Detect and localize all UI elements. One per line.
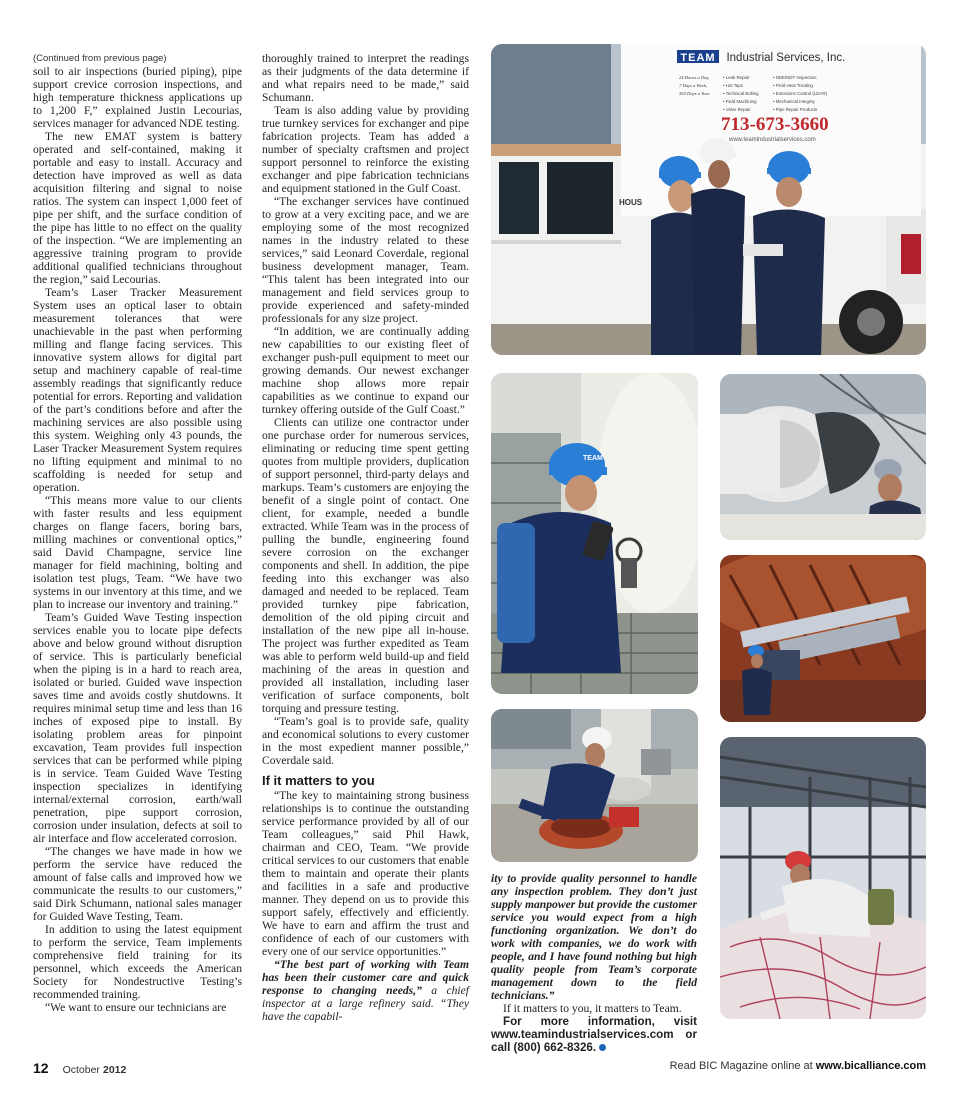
paragraph: Team’s Laser Tracker Measurement System uses an optical laser to obtain measurement tolerances that were unachievable in the past when performing milling and flange facing services. This innovative system allows for digital part setup and machinery capable of real-time assembly readings that significantly reduce potential for errors. Reporting and validation of the part’s conditions before and after the machining services are also possible using this system. Weighing only 43 pounds, the Laser Tracker Measurement System requires no lifting equipment and minimal to no scaffolding is needed for setup and operation.: [33, 286, 242, 494]
team-logo: TEAM: [680, 52, 716, 64]
truck-company-name: Industrial Services, Inc.: [726, 52, 846, 64]
workers-figures: [491, 44, 926, 355]
page-footer-right: [670, 1060, 926, 1072]
contact-info: [491, 1015, 697, 1054]
site-link[interactable]: www.bicalliance.com: [815, 1060, 926, 1072]
paragraph: “This means more value to our clients with faster results and less equipment charges on flange facers, boring bars, milling machines or conventional optics,” said David Champagne, service line manager for field machining, bolting and isolation test plugs, Team. “We have two systems in our inventory at this time, and we plan to increase our inventory and training.”: [33, 494, 242, 611]
sign-line: • NDE/NDT Inspection: [773, 75, 817, 80]
article-column-1: [33, 52, 242, 1014]
truck-website: www.teamindustrialservices.com: [729, 137, 816, 143]
paragraph: “We want to ensure our technicians are: [45, 1001, 227, 1014]
page-number: 12: [33, 1060, 49, 1076]
photo-truck-workers: [491, 44, 926, 355]
hard-hat-logo: TEAM: [583, 455, 603, 462]
photo-pipe-insulation-worker: [720, 374, 926, 540]
sign-line: • Valve Repair: [723, 107, 751, 112]
truck-phone: 713-673-3660: [721, 114, 829, 135]
continued-note: (Continued from previous page): [33, 53, 167, 64]
paragraph: The new EMAT system is battery operated and self-contained, making it portable and easy to install. Accuracy and detection have improved as well as data acquisition filtering and signal to noise ratios. The system can inspect 1,000 feet of pipe per shift, and the surface condition of the pipe has little to no effect on the quality of the inspection. “We are implementing an aggressive training program to provide additional qualified technicians throughout the region,” said Lecourias.: [33, 130, 242, 286]
page-footer-left: [33, 1060, 126, 1076]
photo-vessel-machining: [720, 555, 926, 722]
sign-line: • Field Machining: [723, 99, 757, 104]
article-column-3: [491, 872, 697, 1054]
photo-scaffold-worker: [720, 737, 926, 1019]
sign-line: • Mechanical Integrity: [773, 99, 815, 104]
paragraph: Team is also adding value by providing true turnkey services for exchanger and pipe fabrication projects. Team has added a number of specialty craftsmen and project support personnel to reinforce the existing exchanger and pipe fabrication technicians and equipment stationed in the Gulf Coast.: [262, 104, 469, 195]
read-online-text: Read BIC Magazine online at: [669, 1060, 813, 1072]
paragraph: “The changes we have made in how we perform the service have reduced the amount of false calls and improved how we communicate the results to our customers,” said Dirk Schumann, national sales manager for Guided Wave Testing, Team.: [33, 845, 242, 923]
paragraph: thoroughly trained to interpret the readings as their judgments of the data determine if and what repairs need to be made,” said Schumann.: [262, 52, 469, 104]
paragraph: In addition to using the latest equipment to perform the service, Team implements comprehensive field training for its personnel, which exceeds the American Society for Nondestructive Testing’s recommended training.: [33, 923, 242, 1001]
article-column-2: [262, 52, 469, 1023]
paragraph: “In addition, we are continually adding new capabilities to our existing fleet of exchanger push-pull equipment to meet our growing demands. Our newest exchanger machine shop allows more repair capabilities as we continue to expand our turnkey offering outside of the Gulf Coast.”: [262, 325, 469, 416]
paragraph: soil to air inspections (buried piping), pipe support crevice corrosion inspections, and high temperature thickness applications up to 1,200 F,” explained Justin Lecourias, services manager for advanced NDE testing.: [33, 65, 242, 130]
truck-door-text: HOUS: [619, 198, 643, 207]
sign-line: • Leak Repair: [723, 75, 750, 80]
pull-quote-continued: ity to provide quality personnel to handle any inspection problem. They don’t just supply manpower but provide the customer service you would expect from a high functioning organization. We don’t do work with companies, we do work with people, and I have found nothing but high quality people from Team’s corporate management down to the field technicians.”: [491, 872, 697, 1002]
paragraph: If it matters to you, it matters to Team.: [503, 1002, 682, 1015]
sign-line: • Hot Taps: [723, 83, 744, 88]
sign-line: 24 Hours a Day,: [679, 75, 710, 80]
issue-year: 2012: [103, 1064, 127, 1076]
paragraph: “The exchanger services have continued to grow at a very exciting pace, and we are employing some of the most recognized names in the industry related to these services,” said Leonard Coverdale, regional business development manager, Team. “This talent has been integrated into our management and field services group to provide experienced and safety-minded professionals for any size project.: [262, 195, 469, 325]
sign-line: • Field Heat Treating: [773, 83, 813, 88]
paragraph: Team’s Guided Wave Testing inspection services enable you to locate pipe defects above and below ground without disruption of service. This is particularly beneficial when the piping is in a hard to reach area, isolated or buried. Guided wave inspection saves time and avoids costly shutdowns. It requires minimal setup time and less than 16 inches of exposed pipe to install. By isolating problem areas for pinpoint excavation, Team provides full inspection services that can be performed while piping is in service. Team Guided Wave Testing inspection specializes in identifying internal/external corrosion, earth/wall penetration, pipe support corrosion, corrosion under insulation, defects at soil to air interface and flow accelerated corrosion.: [33, 611, 242, 845]
pull-quote: “The best part of working with Team has been their customer care and quick response to changing needs,”: [262, 958, 469, 997]
sign-line: • Emissions Control (LDAR): [773, 91, 827, 96]
paragraph: [262, 958, 469, 1023]
sign-line: 7 Days a Week,: [679, 83, 708, 88]
section-heading: If it matters to you: [262, 773, 375, 788]
photo-flange-worker: [491, 709, 698, 862]
paragraph: Clients can utilize one contractor under one purchase order for numerous services, eliminating or reducing time spent getting quotes from multiple providers, duplication of support personnel, third-party delays and markups. Team’s customers are enjoying the benefit of a single point of contact. One client, for example, needed a bundle extracted. While Team was in the process of pulling the bundle, engineering found severe corrosion on the exchanger components and shell. In addition, the pipe feeding into this exchanger was also damaged and needed to be replaced. Team provided turnkey pipe fabrication, demolition of the old piping circuit and installation of the new pipe all in-house. The project was further expedited as Team was able to perform weld build-up and field machining of the areas in question and provided all installation, including laser verification of surface components, bolt torquing and pressure testing.: [262, 416, 469, 715]
paragraph: “Team’s goal is to provide safe, quality and economical solutions to every customer in the most expedient manner possible,” Coverdale said.: [262, 715, 469, 767]
photo-inspector-tablet: [491, 373, 698, 694]
quote-attribution: a chief inspector at a large refinery said. “They have the capabil-: [262, 984, 469, 1023]
sign-line: • Technical Bolting: [723, 91, 759, 96]
paragraph: “The key to maintaining strong business relationships is to continue the outstanding service performance provided by all of our Team colleagues,” said Phil Hawk, chairman and CEO, Team. “We provide critical services to our customers that enable them to maintain and operate their plants and facilities in a safe and productive manner. They depend on us to provide this support safely, effectively and efficiently. We have to earn and affirm the trust and confidence of each of our customers with every one of our service opportunities.”: [262, 789, 469, 958]
sign-line: • Pipe Repair Products: [773, 107, 818, 112]
end-mark-icon: [599, 1044, 606, 1051]
sign-line: 365 Days a Year.: [679, 91, 710, 96]
issue-month: October: [62, 1064, 100, 1076]
contact-text: For more information, visit www.teamindustrialservices.com or call (800) 662-8326.: [491, 1015, 697, 1054]
